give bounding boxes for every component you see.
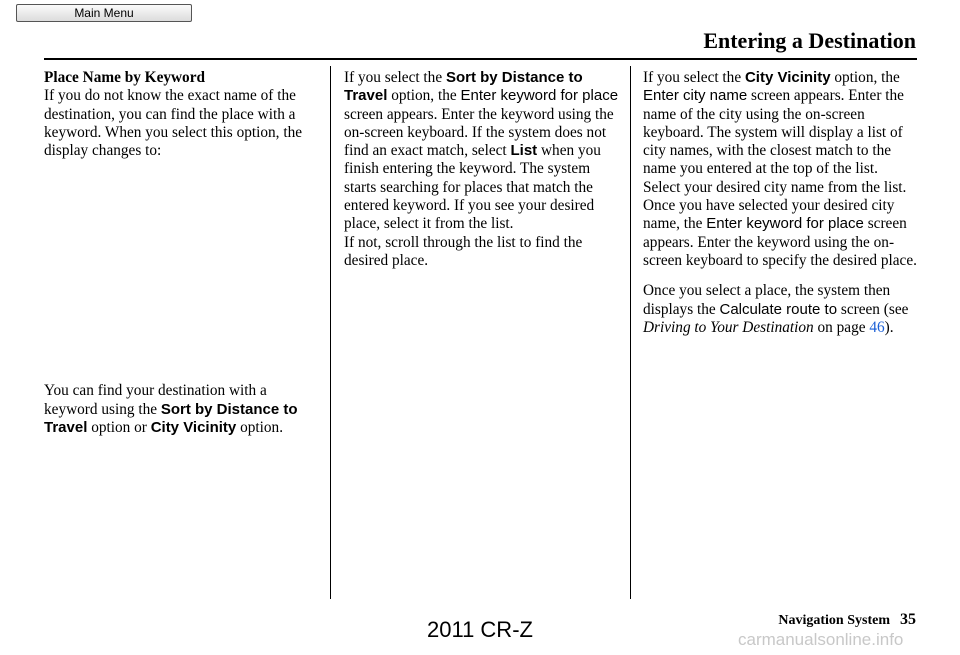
sort-text-b: option, the — [387, 87, 461, 105]
screen-enter-city-name: Enter city name — [643, 87, 748, 105]
city-text-c: screen appears. Enter the name of the city using the on-screen keyboard. The system will display a list of city names, with the closest match to the name you entered at the top of the list. Select your desired city name from the list. Once you have selected your desired city name, the — [643, 87, 907, 233]
options-text-c: option. — [236, 419, 284, 437]
scroll-paragraph: If not, scroll through the list to find the desired place. — [344, 233, 583, 269]
screen-calculate-route: Calculate route to — [719, 300, 838, 318]
page-number: 35 — [900, 611, 916, 628]
options-text-b: option or — [87, 419, 151, 437]
footer-section-label — [778, 610, 916, 631]
screen-enter-keyword: Enter keyword for place — [706, 215, 864, 233]
route-text-a: Once you select a place, the system then displays the — [643, 282, 891, 318]
footer-section: Navigation System — [778, 613, 890, 628]
column-1 — [44, 69, 324, 449]
watermark: carmanualsonline.info — [738, 630, 904, 649]
section-heading: Place Name by Keyword — [44, 69, 206, 86]
intro-paragraph: If you do not know the exact name of the destination, you can find the place with a keyword. When you select this option, the display changes to: — [44, 87, 303, 160]
options-text-a: You can find your destination with a keyword using the — [44, 382, 267, 418]
sort-text-c: screen appears. Enter the keyword using the on-screen keyboard. If the system does not find an exact match, select — [344, 105, 614, 160]
route-text-d: ). — [884, 318, 894, 336]
column-2 — [344, 69, 624, 282]
city-vicinity-paragraph — [643, 69, 919, 270]
screen-enter-keyword: Enter keyword for place — [460, 87, 619, 105]
page-link[interactable]: 46 — [869, 318, 885, 336]
vehicle-model-label: 2011 CR-Z — [427, 617, 533, 642]
route-text-b: screen (see — [837, 300, 909, 318]
sort-text-d: when you finish entering the keyword. The system starts searching for places that match the entered keyword. If you see your desired place, select it from the list. — [344, 142, 601, 233]
column-divider-1 — [330, 66, 331, 599]
calculate-route-paragraph — [643, 282, 919, 337]
city-text-b: option, the — [830, 69, 900, 86]
city-text-d: screen appears. Enter the keyword using the on-screen keyboard to specify the desired place. — [643, 215, 917, 269]
option-sort-by-distance: Sort by Distance to Travel — [44, 400, 298, 437]
options-paragraph — [44, 382, 324, 437]
sort-distance-paragraph — [344, 69, 624, 234]
column-3 — [643, 69, 919, 349]
sort-text-a: If you select the — [344, 69, 446, 86]
option-city-vicinity: City Vicinity — [150, 419, 237, 437]
cross-reference-title: Driving to Your Destination — [643, 318, 814, 336]
option-city-vicinity: City Vicinity — [744, 69, 831, 86]
page-title: Entering a Destination — [703, 28, 916, 53]
city-text-a: If you select the — [643, 69, 745, 86]
option-sort-by-distance: Sort by Distance to Travel — [344, 69, 583, 105]
route-text-c: on page — [813, 318, 870, 336]
column-divider-2 — [630, 66, 631, 599]
title-rule — [44, 58, 917, 60]
main-menu-button[interactable]: Main Menu — [16, 4, 192, 22]
list-option: List — [510, 142, 538, 160]
